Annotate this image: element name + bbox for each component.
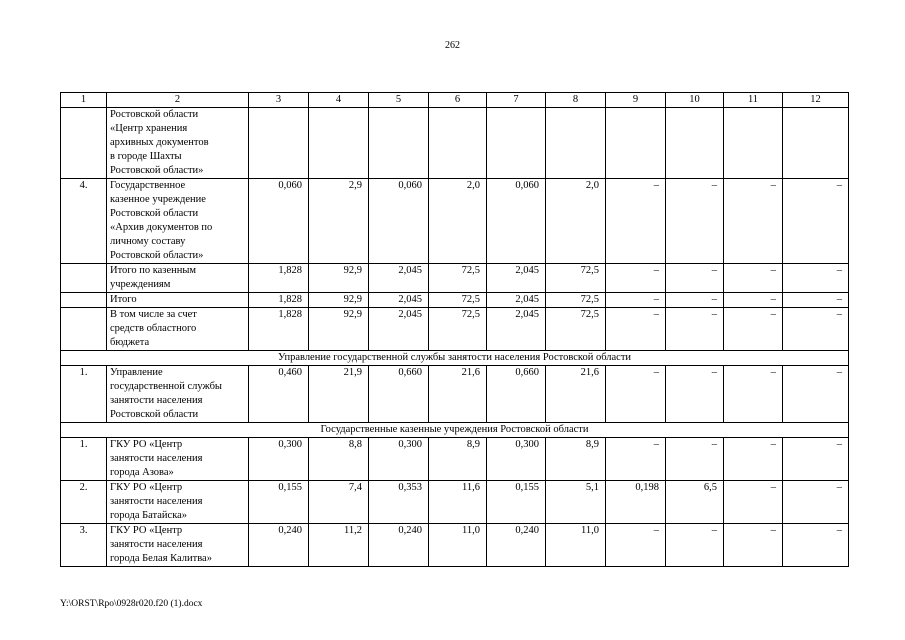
value-cell: 72,5 <box>546 308 606 351</box>
value-cell: 8,8 <box>309 438 369 481</box>
value-cell: 0,460 <box>249 366 309 423</box>
value-cell: 0,660 <box>369 366 429 423</box>
value-cell: 2,045 <box>487 264 546 293</box>
institution-name-cell: Государственное казенное учреждение Ростовской области «Архив документов по личному составу Ростовской области» <box>107 179 249 264</box>
value-cell: 0,060 <box>369 179 429 264</box>
value-cell: – <box>666 438 724 481</box>
value-cell: – <box>724 293 783 308</box>
value-cell: – <box>724 524 783 567</box>
value-cell: – <box>783 293 849 308</box>
value-cell: 8,9 <box>429 438 487 481</box>
value-cell: 72,5 <box>429 308 487 351</box>
institution-name-cell: ГКУ РО «Центр занятости населения города Азова» <box>107 438 249 481</box>
column-number-cell: 8 <box>546 93 606 108</box>
data-table <box>60 92 849 567</box>
value-cell: 0,060 <box>249 179 309 264</box>
value-cell: 72,5 <box>546 264 606 293</box>
value-cell: – <box>724 179 783 264</box>
page-number: 262 <box>445 40 460 51</box>
value-cell: 5,1 <box>546 481 606 524</box>
value-cell: 11,6 <box>429 481 487 524</box>
value-cell: – <box>606 264 666 293</box>
section-header-row <box>61 423 849 438</box>
column-number-cell: 3 <box>249 93 309 108</box>
value-cell: 11,2 <box>309 524 369 567</box>
institution-name-cell: Итого по казенным учреждениям <box>107 264 249 293</box>
value-cell: – <box>783 264 849 293</box>
value-cell: 0,198 <box>606 481 666 524</box>
section-title: Управление государственной службы занятости населения Ростовской области <box>61 351 849 366</box>
value-cell: 2,045 <box>369 293 429 308</box>
value-cell: 0,300 <box>369 438 429 481</box>
value-cell: 1,828 <box>249 308 309 351</box>
section-title: Государственные казенные учреждения Ростовской области <box>61 423 849 438</box>
value-cell <box>724 108 783 179</box>
value-cell: – <box>666 179 724 264</box>
value-cell: – <box>783 438 849 481</box>
value-cell: – <box>783 481 849 524</box>
table-row <box>61 293 849 308</box>
value-cell <box>666 108 724 179</box>
column-number-cell: 10 <box>666 93 724 108</box>
value-cell: 6,5 <box>666 481 724 524</box>
value-cell: 92,9 <box>309 308 369 351</box>
value-cell: 0,660 <box>487 366 546 423</box>
column-number-cell: 9 <box>606 93 666 108</box>
value-cell: – <box>724 264 783 293</box>
row-number-cell: 1. <box>61 366 107 423</box>
row-number-cell <box>61 264 107 293</box>
value-cell: 0,240 <box>369 524 429 567</box>
table-row <box>61 308 849 351</box>
value-cell <box>249 108 309 179</box>
value-cell: 21,9 <box>309 366 369 423</box>
table-row <box>61 179 849 264</box>
value-cell <box>606 108 666 179</box>
value-cell <box>369 108 429 179</box>
value-cell: – <box>666 293 724 308</box>
row-number-cell <box>61 293 107 308</box>
table-row <box>61 366 849 423</box>
value-cell <box>429 108 487 179</box>
file-path-footer: Y:\ORST\Rpo\0928r020.f20 (1).docx <box>60 599 203 609</box>
institution-name-cell: В том числе за счет средств областного бюджета <box>107 308 249 351</box>
table-row <box>61 481 849 524</box>
value-cell: 1,828 <box>249 264 309 293</box>
value-cell: 0,155 <box>487 481 546 524</box>
value-cell: 0,300 <box>487 438 546 481</box>
value-cell: 2,045 <box>487 293 546 308</box>
value-cell: 92,9 <box>309 264 369 293</box>
value-cell: 72,5 <box>429 293 487 308</box>
value-cell <box>309 108 369 179</box>
value-cell: 0,300 <box>249 438 309 481</box>
value-cell: 0,240 <box>487 524 546 567</box>
value-cell: 2,045 <box>487 308 546 351</box>
value-cell: 0,155 <box>249 481 309 524</box>
row-number-cell: 1. <box>61 438 107 481</box>
value-cell: – <box>606 524 666 567</box>
value-cell: – <box>666 366 724 423</box>
value-cell: – <box>606 308 666 351</box>
value-cell: 0,060 <box>487 179 546 264</box>
row-number-cell: 3. <box>61 524 107 567</box>
value-cell: 21,6 <box>546 366 606 423</box>
table-row <box>61 524 849 567</box>
value-cell: 1,828 <box>249 293 309 308</box>
column-number-row <box>61 93 849 108</box>
table-row <box>61 264 849 293</box>
value-cell: 2,0 <box>429 179 487 264</box>
institution-name-cell: ГКУ РО «Центр занятости населения города Батайска» <box>107 481 249 524</box>
value-cell: – <box>606 366 666 423</box>
table-row <box>61 438 849 481</box>
column-number-cell: 2 <box>107 93 249 108</box>
value-cell: – <box>606 179 666 264</box>
value-cell: 7,4 <box>309 481 369 524</box>
row-number-cell <box>61 308 107 351</box>
value-cell <box>783 108 849 179</box>
value-cell: 0,240 <box>249 524 309 567</box>
value-cell: – <box>724 481 783 524</box>
value-cell: – <box>783 366 849 423</box>
value-cell: – <box>783 179 849 264</box>
value-cell: 11,0 <box>429 524 487 567</box>
value-cell: 0,353 <box>369 481 429 524</box>
value-cell: – <box>606 293 666 308</box>
value-cell: 2,9 <box>309 179 369 264</box>
value-cell: – <box>724 308 783 351</box>
value-cell: – <box>724 366 783 423</box>
value-cell: – <box>666 308 724 351</box>
value-cell: – <box>783 524 849 567</box>
column-number-cell: 12 <box>783 93 849 108</box>
table-row <box>61 108 849 179</box>
institution-name-cell: ГКУ РО «Центр занятости населения города Белая Калитва» <box>107 524 249 567</box>
row-number-cell <box>61 108 107 179</box>
row-number-cell: 4. <box>61 179 107 264</box>
value-cell: 11,0 <box>546 524 606 567</box>
column-number-cell: 4 <box>309 93 369 108</box>
value-cell <box>487 108 546 179</box>
section-header-row <box>61 351 849 366</box>
institution-name-cell: Итого <box>107 293 249 308</box>
table-body <box>61 93 849 567</box>
value-cell: 2,045 <box>369 264 429 293</box>
institution-name-cell: Управление государственной службы занятости населения Ростовской области <box>107 366 249 423</box>
institution-name-cell: Ростовской области «Центр хранения архивных документов в городе Шахты Ростовской области» <box>107 108 249 179</box>
row-number-cell: 2. <box>61 481 107 524</box>
value-cell: – <box>783 308 849 351</box>
value-cell: 2,0 <box>546 179 606 264</box>
value-cell: 21,6 <box>429 366 487 423</box>
value-cell: 8,9 <box>546 438 606 481</box>
column-number-cell: 6 <box>429 93 487 108</box>
value-cell <box>546 108 606 179</box>
column-number-cell: 1 <box>61 93 107 108</box>
column-number-cell: 5 <box>369 93 429 108</box>
value-cell: 72,5 <box>546 293 606 308</box>
value-cell: 92,9 <box>309 293 369 308</box>
value-cell: – <box>666 264 724 293</box>
value-cell: 72,5 <box>429 264 487 293</box>
value-cell: – <box>606 438 666 481</box>
column-number-cell: 7 <box>487 93 546 108</box>
column-number-cell: 11 <box>724 93 783 108</box>
value-cell: – <box>666 524 724 567</box>
value-cell: 2,045 <box>369 308 429 351</box>
value-cell: – <box>724 438 783 481</box>
